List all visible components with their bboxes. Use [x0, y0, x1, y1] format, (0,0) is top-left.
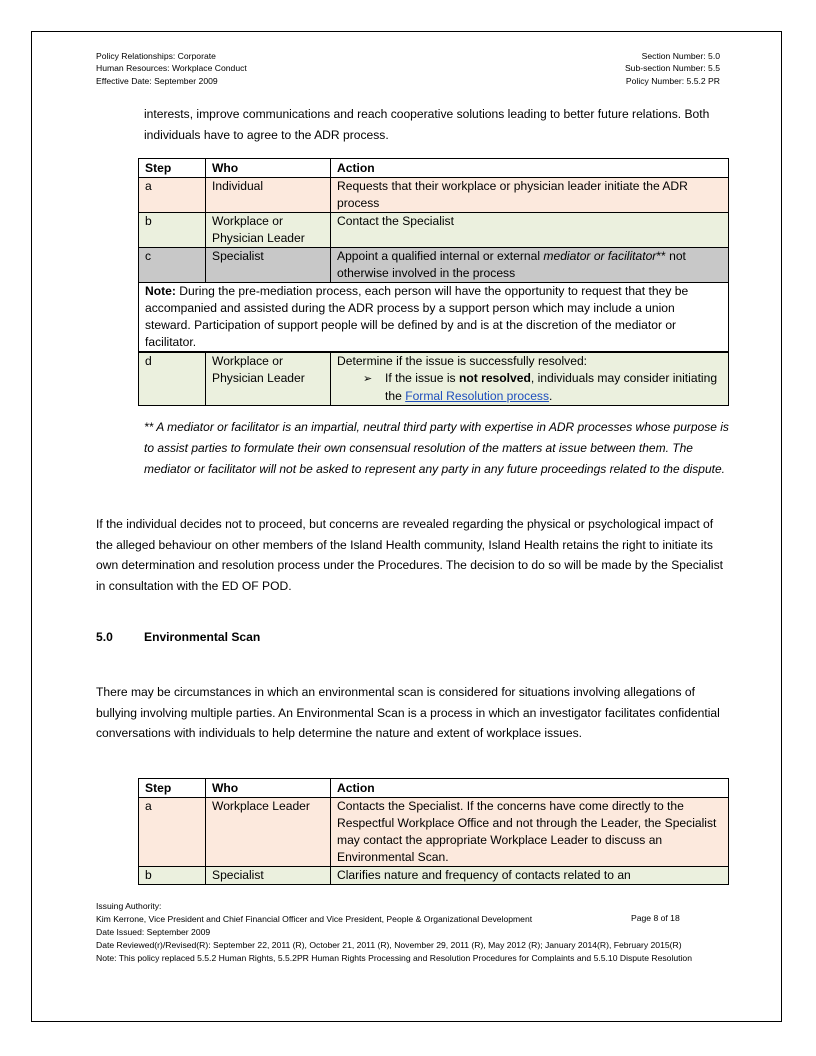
who-cell: Workplace or Physician Leader: [206, 213, 331, 248]
who-cell: Workplace Leader: [206, 798, 331, 867]
action-cell: Clarifies nature and frequency of contacts related to an: [331, 867, 729, 885]
action-cell: [331, 352, 729, 406]
step-cell: b: [139, 213, 206, 248]
note-cell: [139, 283, 729, 353]
bullet-text: If the issue is: [385, 371, 459, 385]
table-row: [139, 352, 729, 406]
intro-paragraph: interests, improve communications and reach cooperative solutions leading to better future relations. Both individuals have to agree to the ADR process.: [144, 107, 710, 142]
action-text-end: ** not otherwise involved in the process: [337, 249, 686, 280]
header-left: [96, 50, 247, 87]
action-cell: Requests that their workplace or physician leader initiate the ADR process: [331, 178, 729, 213]
bullet-item: [337, 370, 722, 405]
bullet-text-end: .: [549, 389, 553, 403]
step-cell: d: [139, 352, 206, 406]
step-cell: a: [139, 178, 206, 213]
who-cell: Individual: [206, 178, 331, 213]
who-cell: Specialist: [206, 248, 331, 283]
table-header-row: [139, 779, 729, 798]
table-row: [139, 213, 729, 248]
mediator-term: mediator or facilitator: [543, 249, 657, 263]
col-header-step: Step: [139, 159, 206, 178]
col-header-who: Who: [206, 779, 331, 798]
formal-resolution-link[interactable]: Formal Resolution process: [405, 389, 550, 403]
table-row: [139, 798, 729, 867]
authority-names: Kim Kerrone, Vice President and Chief Financial Officer and Vice President, People & Organizational Development: [96, 913, 533, 924]
action-cell: [331, 248, 729, 283]
who-cell: Workplace or Physician Leader: [206, 352, 331, 406]
proceed-paragraph: If the individual decides not to proceed, but concerns are revealed regarding the physical or psychological impact of the alleged behaviour on other members of the Island Health community, Island Health retains the right to initiate its own determination and resolution process under the Procedures. The decision to do so will be made by the Specialist in consultation with the ED OF POD.: [96, 517, 723, 593]
section-number: 5.0: [96, 630, 113, 644]
date-reviewed: Date Reviewed(r)/Revised(R): September 22, 2011 (R), October 21, 2011 (R), November 29, 2011 (R), May 2012 (R); January 2014(R), February 2015(R): [96, 939, 682, 950]
header-policy-relationships: Policy Relationships: Corporate: [96, 51, 216, 61]
header-subsection-number: Sub-section Number: 5.5: [624, 63, 720, 74]
action-text: Appoint a qualified internal or external: [337, 249, 544, 263]
table-row: [139, 248, 729, 283]
footer: [96, 900, 716, 965]
action-text: Determine if the issue is successfully resolved:: [337, 354, 588, 368]
date-issued: Date Issued: September 2009: [96, 926, 211, 937]
header-section-number: Section Number: 5.0: [641, 51, 720, 61]
note-row: [139, 283, 729, 353]
col-header-who: Who: [206, 159, 331, 178]
who-cell: Specialist: [206, 867, 331, 885]
adr-steps-table: [138, 158, 729, 406]
issuing-authority-label: Issuing Authority:: [96, 901, 162, 911]
header-right: [625, 50, 720, 87]
note-label: Note:: [145, 284, 176, 298]
table-header-row: [139, 159, 729, 178]
section-title: Environmental Scan: [144, 630, 261, 644]
arrow-bullet-icon: ➢: [363, 373, 373, 385]
scan-paragraph: There may be circumstances in which an environmental scan is considered for situations involving allegations of bullying involving multiple parties. An Environmental Scan is a process in which an investigator facilitates confidential conversations with individuals to help determine the nature and extent of workplace issues.: [96, 685, 720, 741]
step-cell: b: [139, 867, 206, 885]
col-header-step: Step: [139, 779, 206, 798]
step-cell: c: [139, 248, 206, 283]
col-header-action: Action: [331, 159, 729, 178]
scan-steps-table: [138, 778, 729, 885]
page-number: Page 8 of 18: [631, 913, 680, 923]
header-policy-number: Policy Number: 5.5.2 PR: [625, 75, 720, 86]
bullet-text-mid: , individuals may consider initiating the: [385, 371, 718, 403]
action-cell: Contacts the Specialist. If the concerns have come directly to the Respectful Workplace Office and not through the Leader, the Specialist may contact the appropriate Workplace Leader to discuss an Environmental Scan.: [331, 798, 729, 867]
table-row: [139, 178, 729, 213]
action-cell: Contact the Specialist: [331, 213, 729, 248]
step-cell: a: [139, 798, 206, 867]
col-header-action: Action: [331, 779, 729, 798]
policy-note: Note: This policy replaced 5.5.2 Human Rights, 5.5.2PR Human Rights Processing and Resolution Procedures for Complaints and 5.5.10 Dispute Resolution: [96, 952, 692, 963]
bullet-bold: not resolved: [458, 371, 531, 385]
header-effective-date: Effective Date: September 2009: [96, 75, 218, 86]
header-human-resources: Human Resources: Workplace Conduct: [96, 63, 247, 74]
footnote: ** A mediator or facilitator is an impartial, neutral third party with expertise in ADR processes whose purpose is to assist parties to formulate their own consensual resolution of the matters at issue between them. The mediator or facilitator will not be asked to represent any party in any future proceedings related to the dispute.: [144, 420, 729, 477]
note-text: During the pre-mediation process, each person will have the opportunity to request that they be accompanied and assisted during the ADR process by a support person which may include a union steward. Participation of support people will be defined by and is at the discretion of the mediator or facilitator.: [145, 284, 689, 349]
table-row: [139, 867, 729, 885]
